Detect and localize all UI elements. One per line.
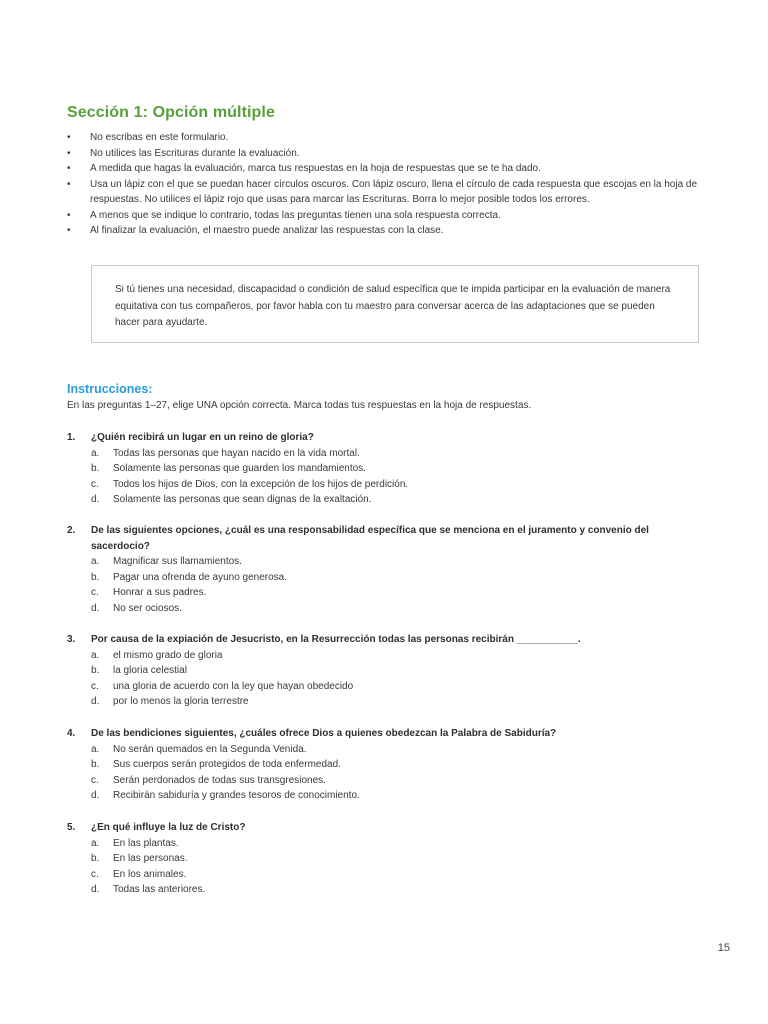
option-text: Magnificar sus llamamientos. bbox=[113, 556, 242, 567]
question-number: 5. bbox=[67, 822, 76, 833]
question-text: ¿En qué influye la luz de Cristo? bbox=[91, 822, 246, 833]
list-item bbox=[67, 130, 707, 146]
question-number: 1. bbox=[67, 432, 76, 443]
answer-option bbox=[67, 694, 667, 710]
option-letter: c. bbox=[91, 868, 99, 880]
section-title: Sección 1: Opción múltiple bbox=[67, 104, 275, 121]
bullet-icon: • bbox=[67, 132, 71, 143]
option-text: En las plantas. bbox=[113, 837, 179, 849]
option-letter: b. bbox=[91, 759, 100, 770]
answer-option bbox=[67, 882, 667, 898]
option-letter: c. bbox=[91, 478, 99, 490]
answer-option bbox=[67, 742, 667, 758]
rule-text: No escribas en este formulario. bbox=[90, 132, 229, 143]
list-item bbox=[67, 208, 707, 224]
rule-text: Usa un lápiz con el que se puedan hacer círculos oscuros. Con lápiz oscuro, llena el círculo de cada respuesta que escojas en la hoja de respuestas. No utilices el lápiz rojo que usas para marcar las Escrituras. Borra lo mejor posible todos los errores. bbox=[90, 178, 698, 205]
option-letter: d. bbox=[91, 494, 100, 505]
option-letter: a. bbox=[91, 447, 100, 459]
option-letter: b. bbox=[91, 571, 100, 583]
answer-options bbox=[67, 742, 667, 804]
option-text: Sus cuerpos serán protegidos de toda enfermedad. bbox=[113, 759, 341, 770]
bullet-icon: • bbox=[67, 209, 71, 221]
question-text: De las bendiciones siguientes, ¿cuáles ofrece Dios a quienes obedezcan la Palabra de Sabiduría? bbox=[91, 728, 557, 739]
instructions-text: En las preguntas 1–27, elige UNA opción correcta. Marca todas tus respuestas en la hoja de respuestas. bbox=[67, 400, 532, 411]
option-letter: b. bbox=[91, 665, 100, 676]
bullet-icon: • bbox=[67, 163, 71, 174]
option-text: por lo menos la gloria terrestre bbox=[113, 696, 249, 707]
answer-option bbox=[67, 679, 667, 695]
answer-option bbox=[67, 648, 667, 664]
rule-text: A menos que se indique lo contrario, todas las preguntas tienen una sola respuesta correcta. bbox=[90, 209, 501, 221]
answer-option bbox=[67, 773, 667, 789]
list-item bbox=[67, 146, 707, 162]
option-text: una gloria de acuerdo con la ley que hayan obedecido bbox=[113, 680, 354, 692]
option-text: Pagar una ofrenda de ayuno generosa. bbox=[113, 571, 288, 583]
option-text: Recibirán sabiduría y grandes tesoros de conocimiento. bbox=[113, 790, 360, 801]
rules-list bbox=[67, 130, 707, 239]
answer-option bbox=[67, 867, 667, 883]
question-3 bbox=[67, 632, 667, 710]
option-letter: c. bbox=[91, 774, 99, 786]
option-letter: d. bbox=[91, 696, 100, 707]
answer-option bbox=[67, 601, 667, 617]
question-text: ¿Quién recibirá un lugar en un reino de gloria? bbox=[91, 432, 314, 443]
option-text: Honrar a sus padres. bbox=[113, 587, 207, 598]
rule-text: Al finalizar la evaluación, el maestro puede analizar las respuestas con la clase. bbox=[90, 225, 444, 236]
option-text: En los animales. bbox=[113, 868, 187, 880]
answer-option bbox=[67, 570, 667, 586]
question-5 bbox=[67, 820, 667, 898]
list-item bbox=[67, 161, 707, 177]
option-text: Todas las personas que hayan nacido en la vida mortal. bbox=[113, 447, 360, 459]
option-text: Solamente las personas que sean dignas de la exaltación. bbox=[113, 494, 372, 505]
answer-option bbox=[67, 788, 667, 804]
option-text: Todos los hijos de Dios, con la excepción de los hijos de perdición. bbox=[113, 478, 409, 490]
option-text: Serán perdonados de todas sus transgresiones. bbox=[113, 774, 326, 786]
option-letter: a. bbox=[91, 743, 100, 755]
bullet-icon: • bbox=[67, 225, 71, 236]
list-item bbox=[67, 177, 707, 208]
option-text: la gloria celestial bbox=[113, 665, 187, 676]
answer-option bbox=[67, 585, 667, 601]
page-number: 15 bbox=[717, 942, 730, 954]
option-letter: c. bbox=[91, 587, 99, 598]
answer-options bbox=[67, 554, 667, 616]
option-letter: a. bbox=[91, 556, 100, 567]
question-2 bbox=[67, 523, 667, 616]
question-text: De las siguientes opciones, ¿cuál es una responsabilidad específica que se menciona en el juramento y convenio del sacerdocio? bbox=[91, 525, 649, 552]
option-letter: a. bbox=[91, 649, 100, 661]
question-number: 4. bbox=[67, 728, 76, 739]
answer-option bbox=[67, 836, 667, 852]
answer-option bbox=[67, 492, 667, 508]
option-letter: d. bbox=[91, 602, 100, 614]
question-number: 3. bbox=[67, 634, 76, 645]
option-text: el mismo grado de gloria bbox=[113, 649, 223, 661]
option-letter: a. bbox=[91, 837, 100, 849]
answer-option bbox=[67, 461, 667, 477]
option-letter: b. bbox=[91, 853, 100, 864]
option-letter: c. bbox=[91, 680, 99, 692]
answer-option bbox=[67, 663, 667, 679]
answer-option bbox=[67, 477, 667, 493]
answer-option bbox=[67, 554, 667, 570]
option-letter: b. bbox=[91, 463, 100, 474]
answer-options bbox=[67, 446, 667, 508]
option-text: Todas las anteriores. bbox=[113, 884, 206, 895]
rule-text: A medida que hagas la evaluación, marca tus respuestas en la hoja de respuestas que se te ha dado. bbox=[90, 163, 541, 174]
question-1 bbox=[67, 430, 667, 508]
option-letter: d. bbox=[91, 884, 100, 895]
option-letter: d. bbox=[91, 790, 100, 801]
answer-option bbox=[67, 757, 667, 773]
question-number: 2. bbox=[67, 525, 76, 536]
question-text: Por causa de la expiación de Jesucristo, en la Resurrección todas las personas recibirán ___________. bbox=[91, 634, 581, 645]
instructions-title: Instrucciones: bbox=[67, 382, 153, 396]
option-text: No serán quemados en la Segunda Venida. bbox=[113, 743, 307, 755]
option-text: Solamente las personas que guarden los mandamientos. bbox=[113, 463, 366, 474]
option-text: No ser ociosos. bbox=[113, 602, 182, 614]
bullet-icon: • bbox=[67, 178, 71, 190]
answer-option bbox=[67, 851, 667, 867]
option-text: En las personas. bbox=[113, 853, 188, 864]
answer-options bbox=[67, 836, 667, 898]
question-4 bbox=[67, 726, 667, 804]
rule-text: No utilices las Escrituras durante la evaluación. bbox=[90, 147, 300, 159]
accommodation-notice: Si tú tienes una necesidad, discapacidad o condición de salud específica que te impida participar en la evaluación de manera equitativa con tus compañeros, por favor habla con tu maestro para conversar acerca de las adaptaciones que se pueden hacer para ayudarte. bbox=[91, 265, 699, 343]
list-item bbox=[67, 223, 707, 239]
answer-option bbox=[67, 446, 667, 462]
bullet-icon: • bbox=[67, 147, 71, 159]
answer-options bbox=[67, 648, 667, 710]
